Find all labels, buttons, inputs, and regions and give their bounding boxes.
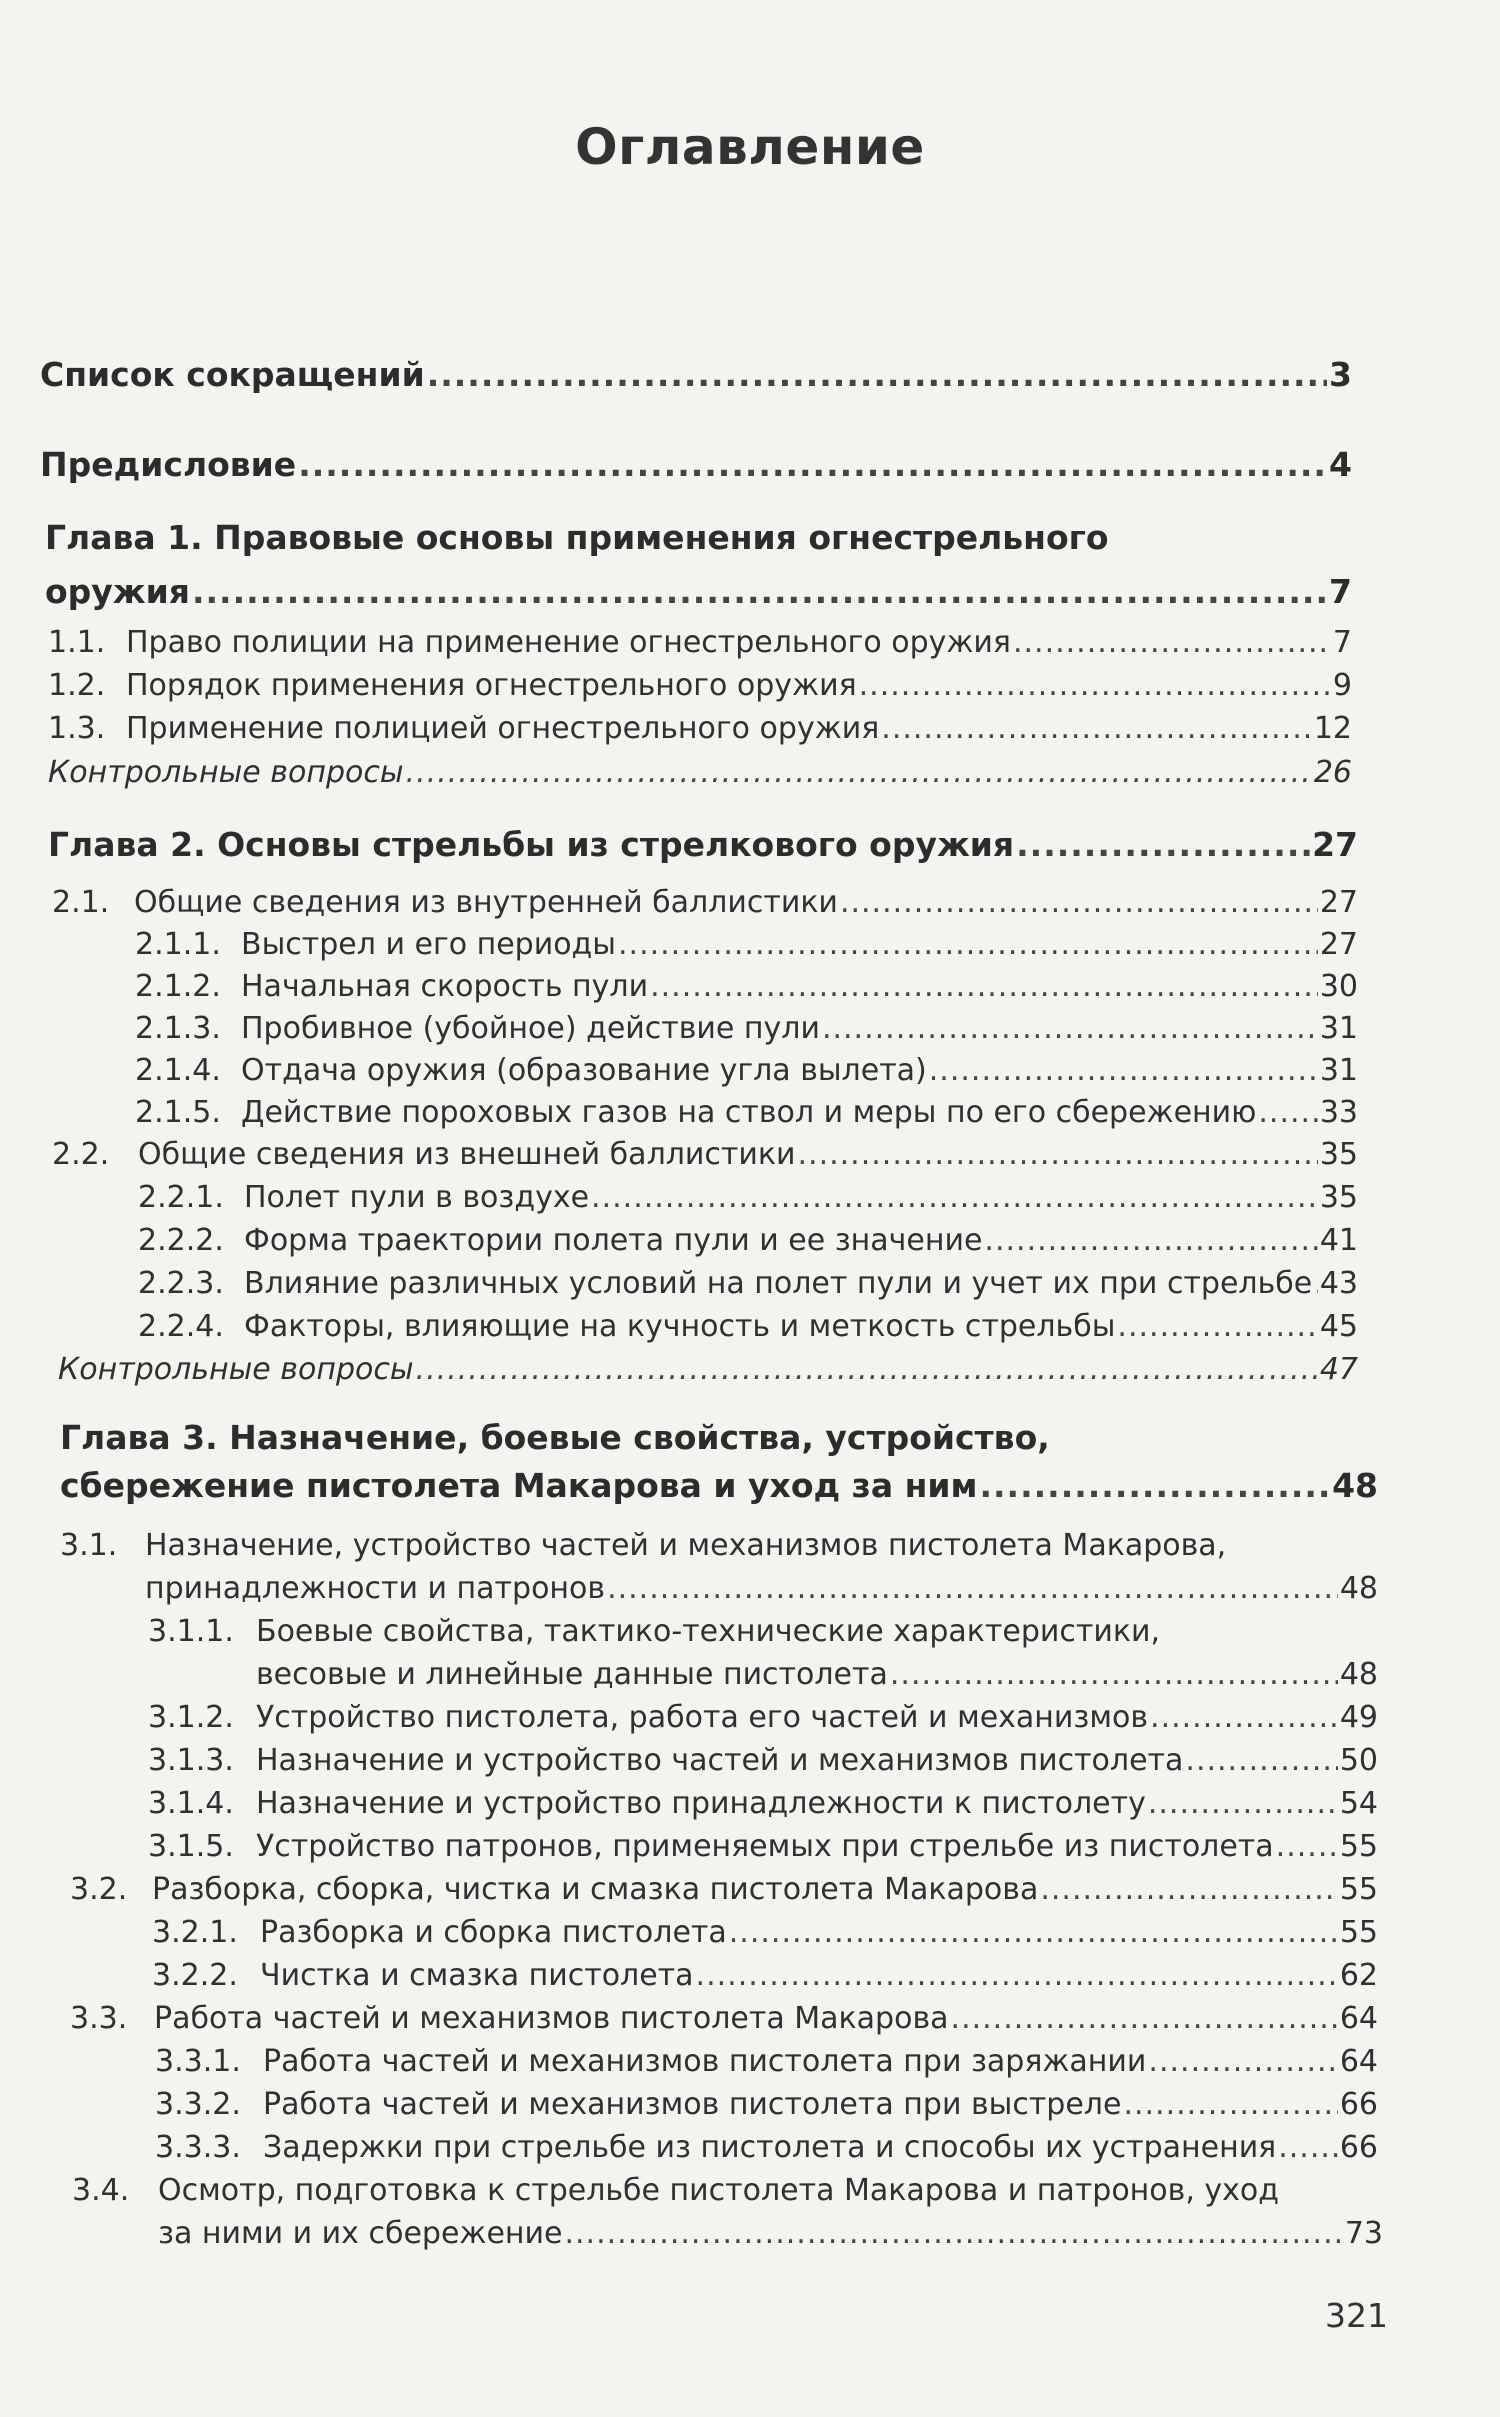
entry-text: Форма траектории полета пули и ее значение <box>244 1223 983 1258</box>
entry-text: Устройство патронов, применяемых при стрельбе из пистолета <box>256 1829 1274 1864</box>
section-number: 3.1.1. <box>148 1614 234 1649</box>
toc-entry-3-3-2 <box>155 2087 1378 2122</box>
section-number: 3.1.2. <box>148 1700 234 1735</box>
entry-text: Работа частей и механизмов пистолета при выстреле <box>263 2087 1122 2122</box>
entry-page: 49 <box>1339 1700 1378 1735</box>
leader-dots <box>650 969 1318 1004</box>
entry-text: Предисловие <box>40 445 297 484</box>
entry-page: 62 <box>1339 1958 1378 1993</box>
entry-text: Назначение и устройство частей и механизмов пистолета <box>256 1743 1184 1778</box>
section-number: 2.1.2. <box>135 969 221 1004</box>
leader-dots <box>979 1466 1330 1505</box>
leader-dots <box>984 1223 1317 1258</box>
entry-page: 4 <box>1329 445 1352 484</box>
section-number: 1.1. <box>48 625 106 660</box>
entry-text: Работа частей и механизмов пистолета Макарова <box>154 2001 949 2036</box>
entry-page: 55 <box>1339 1829 1378 1864</box>
section-number: 2.1.4. <box>135 1053 221 1088</box>
section-number: 3.2.2. <box>152 1958 238 1993</box>
leader-dots <box>951 2001 1338 2036</box>
toc-entry-3-3 <box>70 2001 1378 2036</box>
toc-entry-3-1-5 <box>148 1829 1378 1864</box>
section-number: 3.3. <box>70 2001 128 2036</box>
leader-dots <box>881 711 1312 746</box>
leader-dots <box>1117 1309 1317 1344</box>
entry-page: 33 <box>1319 1095 1358 1130</box>
section-number: 2.1. <box>52 885 110 920</box>
toc-entry-3-1-3 <box>148 1743 1378 1778</box>
toc-entry-3-1-1 <box>256 1657 1378 1692</box>
section-3-1-line1 <box>60 1528 1226 1563</box>
entry-page: 7 <box>1332 625 1352 660</box>
entry-page: 55 <box>1339 1872 1378 1907</box>
leader-dots <box>1123 2087 1337 2122</box>
toc-entry-control-questions-1 <box>48 755 1352 790</box>
entry-page: 35 <box>1319 1180 1358 1215</box>
entry-text: оружия <box>45 572 190 611</box>
toc-entry-abbreviations <box>40 355 1352 394</box>
leader-dots <box>729 1915 1338 1950</box>
leader-dots <box>1276 1829 1338 1864</box>
toc-entry-3-1 <box>145 1571 1378 1606</box>
leader-dots <box>859 668 1331 703</box>
toc-entry-1-1 <box>48 625 1352 660</box>
section-number: 3.2.1. <box>152 1915 238 1950</box>
entry-text: Начальная скорость пули <box>241 969 649 1004</box>
toc-entry-2-1-2 <box>135 969 1358 1004</box>
entry-text: весовые и линейные данные пистолета <box>256 1657 888 1692</box>
section-number: 3.1.4. <box>148 1786 234 1821</box>
toc-entry-preface <box>40 445 1352 484</box>
leader-dots <box>298 445 1327 484</box>
entry-page: 50 <box>1339 1743 1378 1778</box>
entry-text: сбережение пистолета Макарова и уход за ним <box>60 1466 978 1505</box>
toc-entry-3-2-1 <box>152 1915 1378 1950</box>
entry-page: 3 <box>1329 355 1352 394</box>
entry-text: Влияние различных условий на полет пули и учет их при стрельбе <box>244 1266 1313 1301</box>
toc-entry-2-2 <box>52 1137 1358 1172</box>
toc-entry-2-2-2 <box>138 1223 1358 1258</box>
toc-entry-3-3-1 <box>155 2044 1378 2079</box>
section-number: 3.2. <box>70 1872 128 1907</box>
entry-text: Чистка и смазка пистолета <box>260 1958 694 1993</box>
entry-text: Полет пули в воздухе <box>244 1180 590 1215</box>
entry-page: 30 <box>1319 969 1358 1004</box>
entry-text: Задержки при стрельбе из пистолета и способы их устранения <box>263 2130 1277 2165</box>
entry-text: Контрольные вопросы <box>48 755 404 790</box>
leader-dots <box>798 1137 1318 1172</box>
entry-text: Контрольные вопросы <box>58 1352 414 1387</box>
toc-entry-3-4 <box>158 2216 1383 2251</box>
leader-dots <box>1148 2044 1337 2079</box>
leader-dots <box>1278 2130 1338 2165</box>
entry-text: Общие сведения из внешней баллистики <box>138 1137 796 1172</box>
leader-dots <box>1148 1786 1338 1821</box>
leader-dots <box>406 755 1312 790</box>
page-title: Оглавление <box>575 118 925 176</box>
toc-entry-1-3 <box>48 711 1352 746</box>
section-3-4-line1 <box>72 2173 1279 2208</box>
toc-entry-2-1 <box>52 885 1358 920</box>
section-number: 3.4. <box>72 2173 130 2208</box>
entry-page: 27 <box>1319 885 1358 920</box>
leader-dots <box>192 572 1327 611</box>
leader-dots <box>591 1180 1318 1215</box>
leader-dots <box>1314 1266 1318 1301</box>
chapter-3-title-line1: Глава 3. Назначение, боевые свойства, устройство, <box>60 1418 1050 1457</box>
entry-page: 7 <box>1329 572 1352 611</box>
entry-text: Факторы, влияющие на кучность и меткость стрельбы <box>244 1309 1116 1344</box>
toc-entry-2-2-1 <box>138 1180 1358 1215</box>
entry-page: 41 <box>1319 1223 1358 1258</box>
toc-entry-2-1-5 <box>135 1095 1358 1130</box>
entry-page: 54 <box>1339 1786 1378 1821</box>
entry-page: 48 <box>1332 1466 1378 1505</box>
leader-dots <box>1013 625 1331 660</box>
section-number: 3.3.3. <box>155 2130 241 2165</box>
leader-dots <box>1258 1095 1317 1130</box>
toc-entry-2-2-4 <box>138 1309 1358 1344</box>
leader-dots <box>890 1657 1338 1692</box>
section-number: 3.1.5. <box>148 1829 234 1864</box>
section-number: 3.3.1. <box>155 2044 241 2079</box>
entry-page: 43 <box>1319 1266 1358 1301</box>
section-number: 2.1.3. <box>135 1011 221 1046</box>
entry-text: Действие пороховых газов на ствол и меры по его сбережению <box>241 1095 1257 1130</box>
toc-entry-control-questions-2 <box>58 1352 1358 1387</box>
section-3-1-1-line1 <box>148 1614 1160 1649</box>
chapter-1-title-line1: Глава 1. Правовые основы применения огнестрельного <box>45 518 1109 557</box>
entry-page: 27 <box>1319 927 1358 962</box>
section-number: 3.1.3. <box>148 1743 234 1778</box>
toc-entry-chapter-2 <box>48 825 1358 864</box>
leader-dots <box>427 355 1327 394</box>
toc-entry-3-2-2 <box>152 1958 1378 1993</box>
entry-text: принадлежности и патронов <box>145 1571 606 1606</box>
entry-text-line1: Осмотр, подготовка к стрельбе пистолета Макарова и патронов, уход <box>158 2173 1280 2208</box>
section-number: 2.1.5. <box>135 1095 221 1130</box>
entry-page: 27 <box>1312 825 1358 864</box>
entry-text: Отдача оружия (образование угла вылета) <box>241 1053 927 1088</box>
section-number: 3.1. <box>60 1528 118 1563</box>
section-number: 2.2.4. <box>138 1309 224 1344</box>
leader-dots <box>1150 1700 1338 1735</box>
entry-text: Выстрел и его периоды <box>241 927 616 962</box>
entry-page: 31 <box>1319 1011 1358 1046</box>
entry-page: 66 <box>1339 2130 1378 2165</box>
leader-dots <box>607 1571 1338 1606</box>
section-number: 2.2.2. <box>138 1223 224 1258</box>
toc-entry-3-3-3 <box>155 2130 1378 2165</box>
section-number: 2.2.1. <box>138 1180 224 1215</box>
leader-dots <box>1185 1743 1337 1778</box>
entry-page: 31 <box>1319 1053 1358 1088</box>
entry-text: Разборка, сборка, чистка и смазка пистолета Макарова <box>152 1872 1039 1907</box>
entry-text: Разборка и сборка пистолета <box>260 1915 727 1950</box>
leader-dots <box>822 1011 1318 1046</box>
entry-text: Порядок применения огнестрельного оружия <box>126 668 857 703</box>
entry-page: 45 <box>1319 1309 1358 1344</box>
toc-entry-2-1-3 <box>135 1011 1358 1046</box>
entry-text: Назначение и устройство принадлежности к пистолету <box>256 1786 1146 1821</box>
toc-entry-chapter-3 <box>60 1466 1378 1505</box>
entry-text: Право полиции на применение огнестрельного оружия <box>126 625 1011 660</box>
section-number: 1.3. <box>48 711 106 746</box>
entry-text-line1: Назначение, устройство частей и механизмов пистолета Макарова, <box>145 1528 1227 1563</box>
leader-dots <box>618 927 1318 962</box>
entry-page: 48 <box>1339 1657 1378 1692</box>
entry-text: Устройство пистолета, работа его частей и механизмов <box>256 1700 1149 1735</box>
entry-page: 47 <box>1319 1352 1358 1387</box>
leader-dots <box>1040 1872 1337 1907</box>
leader-dots <box>1016 825 1310 864</box>
toc-entry-chapter-1 <box>45 572 1352 611</box>
entry-text-line1: Боевые свойства, тактико-технические характеристики, <box>256 1614 1160 1649</box>
entry-text: Применение полицией огнестрельного оружия <box>126 711 880 746</box>
toc-entry-2-1-1 <box>135 927 1358 962</box>
toc-entry-3-2 <box>70 1872 1378 1907</box>
section-number: 2.2.3. <box>138 1266 224 1301</box>
entry-page: 64 <box>1339 2044 1378 2079</box>
entry-text: Глава 2. Основы стрельбы из стрелкового оружия <box>48 825 1015 864</box>
entry-page: 9 <box>1332 668 1352 703</box>
entry-text: Список сокращений <box>40 355 425 394</box>
toc-entry-3-1-2 <box>148 1700 1378 1735</box>
toc-entry-2-2-3 <box>138 1266 1358 1301</box>
entry-page: 12 <box>1313 711 1352 746</box>
entry-page: 35 <box>1319 1137 1358 1172</box>
entry-text: Общие сведения из внутренней баллистики <box>134 885 838 920</box>
entry-page: 48 <box>1339 1571 1378 1606</box>
entry-text: за ними и их сбережение <box>158 2216 563 2251</box>
toc-entry-1-2 <box>48 668 1352 703</box>
entry-page: 73 <box>1344 2216 1383 2251</box>
entry-page: 64 <box>1339 2001 1378 2036</box>
toc-entry-2-1-4 <box>135 1053 1358 1088</box>
leader-dots <box>696 1958 1338 1993</box>
entry-page: 55 <box>1339 1915 1378 1950</box>
page-number: 321 <box>1325 2296 1388 2335</box>
leader-dots <box>929 1053 1318 1088</box>
leader-dots <box>840 885 1318 920</box>
entry-page: 26 <box>1313 755 1352 790</box>
entry-text: Пробивное (убойное) действие пули <box>241 1011 820 1046</box>
section-number: 3.3.2. <box>155 2087 241 2122</box>
leader-dots <box>416 1352 1318 1387</box>
entry-page: 66 <box>1339 2087 1378 2122</box>
leader-dots <box>564 2216 1342 2251</box>
toc-entry-3-1-4 <box>148 1786 1378 1821</box>
entry-text: Работа частей и механизмов пистолета при заряжании <box>263 2044 1147 2079</box>
section-number: 2.1.1. <box>135 927 221 962</box>
section-number: 2.2. <box>52 1137 110 1172</box>
section-number: 1.2. <box>48 668 106 703</box>
